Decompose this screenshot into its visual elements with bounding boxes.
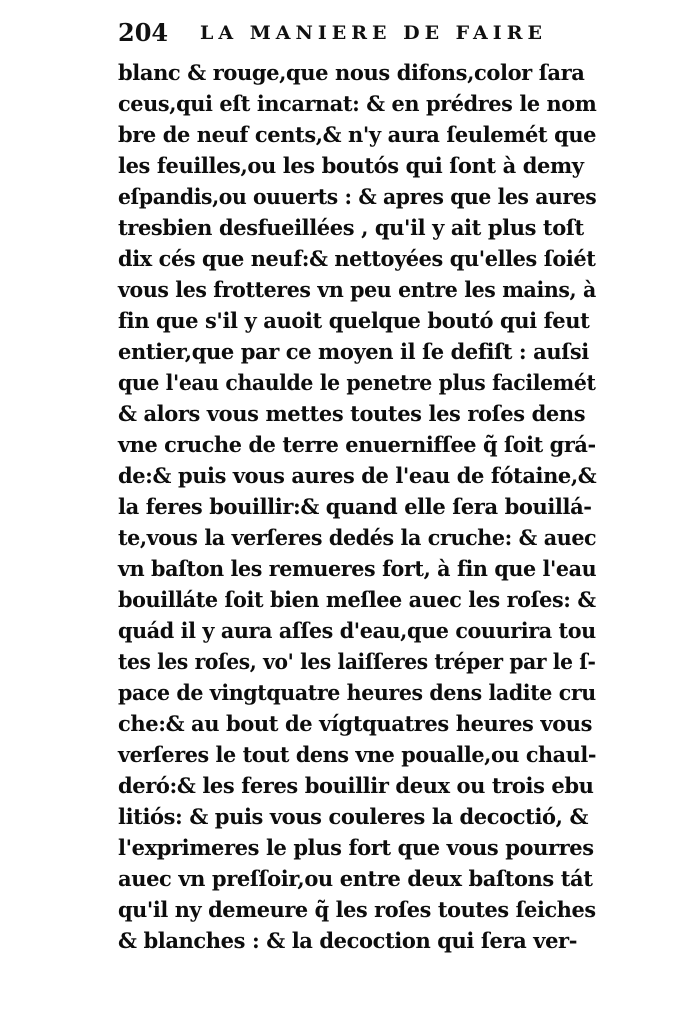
running-head: LA MANIERE DE FAIRE — [200, 22, 547, 44]
text-line: la feres bouillir:& quand elle ſera bouillá- — [118, 494, 592, 519]
text-line: & alors vous mettes toutes les roſes dens — [118, 401, 586, 426]
text-line: litiós: & puis vous couleres la decoctió, & — [118, 804, 589, 829]
text-line: fin que s'il y auoit quelque boutó qui feut — [118, 308, 590, 333]
text-line: eſpandis,ou ouuerts : & apres que les aures — [118, 184, 597, 209]
text-line: te,vous la verſeres dedés la cruche: & auec — [118, 525, 597, 550]
text-line: qu'il ny demeure q̃ les roſes toutes ſeiches — [118, 897, 596, 922]
text-line: que l'eau chaulde le penetre plus facilemét — [118, 370, 596, 395]
text-line: ceus,qui eſt incarnat: & en prédres le nom — [118, 91, 597, 116]
text-line: & blanches : & la decoction qui ſera ver- — [118, 928, 578, 953]
text-line: les feuilles,ou les boutós qui ſont à demy — [118, 153, 584, 178]
text-line: de:& puis vous aures de l'eau de fótaine,& — [118, 463, 597, 488]
text-line: deró:& les feres bouillir deux ou trois ebu — [118, 773, 594, 798]
text-line: tresbien desfueillées , qu'il y ait plus toſt — [118, 215, 584, 240]
text-line: verſeres le tout dens vne poualle,ou chaul- — [118, 742, 597, 767]
text-line: bouilláte ſoit bien meſlee auec les roſes: & — [118, 587, 596, 612]
text-line: tes les roſes, vo' les laiſſeres tréper par le ſ- — [118, 649, 596, 674]
text-line: vous les frotteres vn peu entre les mains, à — [118, 277, 596, 302]
text-line: vne cruche de terre enuernifſee q̃ ſoit grá- — [118, 432, 596, 457]
text-line: dix cés que neuf:& nettoyées qu'elles ſoiét — [118, 246, 596, 271]
text-line: che:& au bout de vígtquatres heures vous — [118, 711, 593, 736]
page-number: 204 — [118, 18, 169, 47]
text-line: blanc & rouge,que nous difons,color ſara — [118, 60, 585, 85]
text-line: entier,que par ce moyen il ſe defiſt : auſsi — [118, 339, 589, 364]
text-line: l'exprimeres le plus fort que vous pourres — [118, 835, 594, 860]
text-line: pace de vingtquatre heures dens ladite cru — [118, 680, 596, 705]
text-line: bre de neuf cents,& n'y aura ſeulemét que — [118, 122, 597, 147]
page-header — [118, 14, 598, 54]
text-line: vn baſton les remueres fort, à fin que l'eau — [118, 556, 597, 581]
text-line: auec vn preſſoir,ou entre deux baſtons tát — [118, 866, 593, 891]
text-line: quád il y aura aſſes d'eau,que couurira tou — [118, 618, 596, 643]
